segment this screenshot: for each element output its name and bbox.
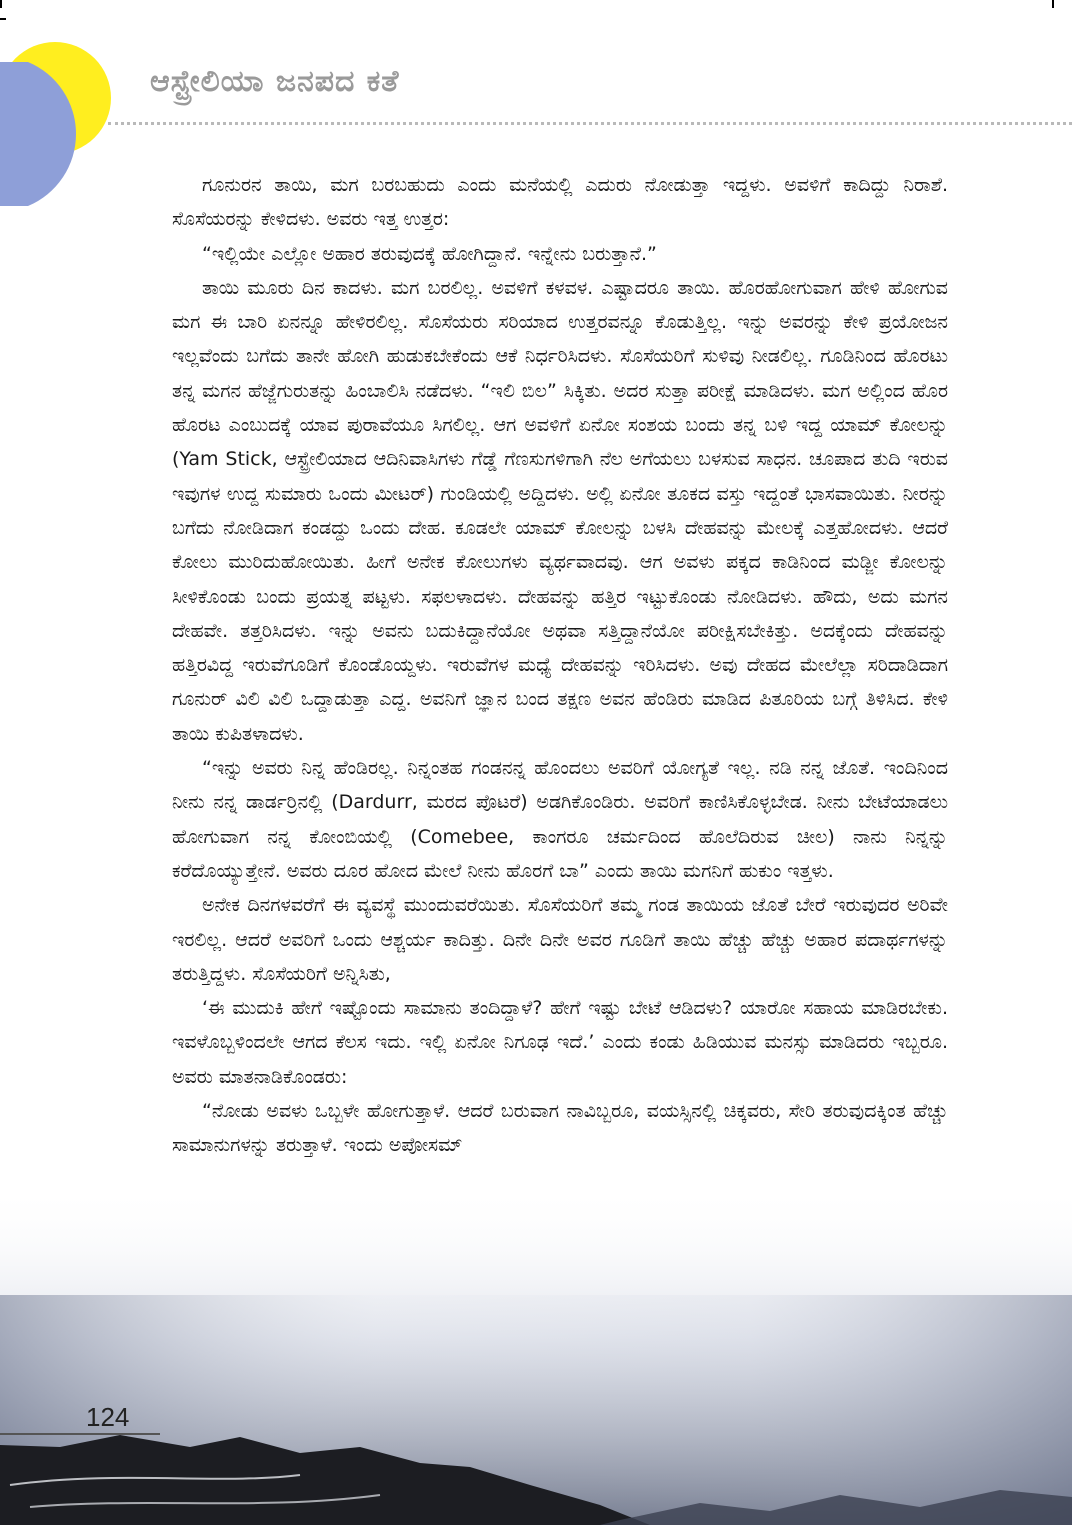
page-number: 124 — [86, 1402, 130, 1432]
footer-landscape-illustration — [0, 1185, 1072, 1525]
crop-mark-top-right — [1052, 0, 1054, 8]
paragraph: “ಇಲ್ಲಿಯೇ ಎಲ್ಲೋ ಅಹಾರ ತರುವುದಕ್ಕೆ ಹೋಗಿದ್ದಾನೆ. ಇನ್ನೇನು ಬರುತ್ತಾನೆ.” — [202, 242, 657, 265]
paragraph: ‘ಈ ಮುದುಕಿ ಹೇಗೆ ಇಷ್ಟೊಂದು ಸಾಮಾನು ತಂದಿದ್ದಾಳೆ? ಹೇಗೆ ಇಷ್ಟು ಬೇಟೆ ಆಡಿದಳು? ಯಾರೋ ಸಹಾಯ ಮಾಡಿರಬೇಕು. ಇವಳೊಬ್ಬಳಿಂದಲೇ ಆಗದ ಕೆಲಸ ಇದು. ಇಲ್ಲಿ ಏನೋ ನಿಗೂಢ ಇದೆ.’ ಎಂದು ಕಂಡು ಹಿಡಿಯುವ ಮನಸ್ಸು ಮಾಡಿದರು ಇಬ್ಬರೂ. ಅವರು ಮಾತನಾಡಿಕೊಂಡರು: — [172, 997, 948, 1088]
header-decoration — [0, 0, 140, 220]
paragraph: ಅನೇಕ ದಿನಗಳವರೆಗೆ ಈ ವ್ಯವಸ್ಥೆ ಮುಂದುವರೆಯಿತು. ಸೊಸೆಯರಿಗೆ ತಮ್ಮ ಗಂಡ ತಾಯಿಯ ಜೊತೆ ಬೇರೆ ಇರುವುದರ ಅರಿವೇ ಇರಲಿಲ್ಲ. ಆದರೆ ಅವರಿಗೆ ಒಂದು ಆಶ್ಚರ್ಯ ಕಾದಿತ್ತು. ದಿನೇ ದಿನೇ ಅವರ ಗೂಡಿಗೆ ತಾಯಿ ಹೆಚ್ಚು ಹೆಚ್ಚು ಅಹಾರ ಪದಾರ್ಥಗಳನ್ನು ತರುತ್ತಿದ್ದಳು. ಸೊಸೆಯರಿಗೆ ಅನ್ನಿಸಿತು, — [172, 894, 948, 985]
paragraph: “ಇನ್ನು ಅವರು ನಿನ್ನ ಹೆಂಡಿರಲ್ಲ. ನಿನ್ನಂತಹ ಗಂಡನನ್ನ ಹೊಂದಲು ಅವರಿಗೆ ಯೋಗ್ಯತೆ ಇಲ್ಲ. ನಡಿ ನನ್ನ ಜೊತೆ. ಇಂದಿನಿಂದ ನೀನು ನನ್ನ ಡಾರ್ಡರ್ರಿನಲ್ಲಿ (Dardurr, ಮರದ ಪೊಟರೆ) ಅಡಗಿಕೊಂಡಿರು. ಅವರಿಗೆ ಕಾಣಿಸಿಕೊಳ್ಳಬೇಡ. ನೀನು ಬೇಟೆಯಾಡಲು ಹೋಗುವಾಗ ನನ್ನ ಕೋಂಬಿಯಲ್ಲಿ (Comebee, ಕಾಂಗರೂ ಚರ್ಮದಿಂದ ಹೊಲೆದಿರುವ ಚೀಲ) ನಾನು ನಿನ್ನನ್ನು ಕರೆದೊಯ್ಯುತ್ತೇನೆ. ಅವರು ದೂರ ಹೋದ ಮೇಲೆ ನೀನು ಹೊರಗೆ ಬಾ” ಎಂದು ತಾಯಿ ಮಗನಿಗೆ ಹುಕುಂ ಇತ್ತಳು. — [172, 757, 948, 882]
paragraph: “ನೋಡು ಅವಳು ಒಬ್ಬಳೇ ಹೋಗುತ್ತಾಳೆ. ಆದರೆ ಬರುವಾಗ ನಾವಿಬ್ಬರೂ, ವಯಸ್ಸಿನಲ್ಲಿ ಚಿಕ್ಕವರು, ಸೇರಿ ತರುವುದಕ್ಕಿಂತ ಹೆಚ್ಚು ಸಾಮಾನುಗಳನ್ನು ತರುತ್ತಾಳೆ. ಇಂದು ಅಪೋಸಮ್ — [172, 1100, 948, 1157]
story-body — [172, 168, 948, 1163]
paragraph: ತಾಯಿ ಮೂರು ದಿನ ಕಾದಳು. ಮಗ ಬರಲಿಲ್ಲ. ಅವಳಿಗೆ ಕಳವಳ. ಎಷ್ಟಾದರೂ ತಾಯಿ. ಹೊರಹೋಗುವಾಗ ಹೇಳಿ ಹೋಗುವ ಮಗ ಈ ಬಾರಿ ಏನನ್ನೂ ಹೇಳಿರಲಿಲ್ಲ. ಸೊಸೆಯರು ಸರಿಯಾದ ಉತ್ತರವನ್ನೂ ಕೊಡುತ್ತಿಲ್ಲ. ಇನ್ನು ಅವರನ್ನು ಕೇಳಿ ಪ್ರಯೋಜನ ಇಲ್ಲವೆಂದು ಬಗೆದು ತಾನೇ ಹೋಗಿ ಹುಡುಕಬೇಕೆಂದು ಆಕೆ ನಿರ್ಧರಿಸಿದಳು. ಸೊಸೆಯರಿಗೆ ಸುಳಿವು ನೀಡಲಿಲ್ಲ. ಗೂಡಿನಿಂದ ಹೊರಟು ತನ್ನ ಮಗನ ಹೆಜ್ಜೆಗುರುತನ್ನು ಹಿಂಬಾಲಿಸಿ ನಡೆದಳು. “ಇಲಿ ಬಿಲ” ಸಿಕ್ಕಿತು. ಅದರ ಸುತ್ತಾ ಪರೀಕ್ಷೆ ಮಾಡಿದಳು. ಮಗ ಅಲ್ಲಿಂದ ಹೊರ ಹೊರಟ ಎಂಬುದಕ್ಕೆ ಯಾವ ಪುರಾವೆಯೂ ಸಿಗಲಿಲ್ಲ. ಆಗ ಅವಳಿಗೆ ಏನೋ ಸಂಶಯ ಬಂದು ತನ್ನ ಬಳಿ ಇದ್ದ ಯಾಮ್ ಕೋಲನ್ನು (Yam Stick, ಆಸ್ಟ್ರೇಲಿಯಾದ ಆದಿನಿವಾಸಿಗಳು ಗೆಡ್ಡೆ ಗೆಣಸುಗಳಿಗಾಗಿ ನೆಲ ಅಗೆಯಲು ಬಳಸುವ ಸಾಧನ. ಚೂಪಾದ ತುದಿ ಇರುವ ಇವುಗಳ ಉದ್ದ ಸುಮಾರು ಒಂದು ಮೀಟರ್) ಗುಂಡಿಯಲ್ಲಿ ಅದ್ದಿದಳು. ಅಲ್ಲಿ ಏನೋ ತೂಕದ ವಸ್ತು ಇದ್ದಂತೆ ಭಾಸವಾಯಿತು. ನೀರನ್ನು ಬಗೆದು ನೋಡಿದಾಗ ಕಂಡದ್ದು ಒಂದು ದೇಹ. ಕೂಡಲೇ ಯಾಮ್ ಕೋಲನ್ನು ಬಳಸಿ ದೇಹವನ್ನು ಮೇಲಕ್ಕೆ ಎತ್ತಹೋದಳು. ಆದರೆ ಕೋಲು ಮುರಿದುಹೋಯಿತು. ಹೀಗೆ ಅನೇಕ ಕೋಲುಗಳು ವ್ಯರ್ಥವಾದವು. ಆಗ ಅವಳು ಪಕ್ಕದ ಕಾಡಿನಿಂದ ಮಡ್ಜೀ ಕೋಲನ್ನು ಸೀಳಿಕೊಂಡು ಬಂದು ಪ್ರಯತ್ನ ಪಟ್ಟಳು. ಸಫಲಳಾದಳು. ದೇಹವನ್ನು ಹತ್ತಿರ ಇಟ್ಟುಕೊಂಡು ನೋಡಿದಳು. ಹೌದು, ಅದು ಮಗನ ದೇಹವೇ. ತತ್ತರಿಸಿದಳು. ಇನ್ನು ಅವನು ಬದುಕಿದ್ದಾನೆಯೋ ಅಥವಾ ಸತ್ತಿದ್ದಾನೆಯೋ ಪರೀಕ್ಷಿಸಬೇಕಿತ್ತು. ಅದಕ್ಕೆಂದು ದೇಹವನ್ನು ಹತ್ತಿರವಿದ್ದ ಇರುವೆಗೂಡಿಗೆ ಕೊಂಡೊಯ್ದಳು. ಇರುವೆಗಳ ಮಧ್ಯೆ ದೇಹವನ್ನು ಇರಿಸಿದಳು. ಅವು ದೇಹದ ಮೇಲೆಲ್ಲಾ ಸರಿದಾಡಿದಾಗ ಗೂನುರ್ ವಿಲಿ ವಿಲಿ ಒದ್ದಾಡುತ್ತಾ ಎದ್ದ. ಅವನಿಗೆ ಜ್ಞಾನ ಬಂದ ತಕ್ಷಣ ಅವನ ಹೆಂಡಿರು ಮಾಡಿದ ಪಿತೂರಿಯ ಬಗ್ಗೆ ತಿಳಿಸಿದ. ಕೇಳಿ ತಾಯಿ ಕುಪಿತಳಾದಳು. — [172, 276, 948, 745]
page-number-rule — [0, 1433, 160, 1435]
header-dotted-rule — [108, 122, 1072, 125]
paragraph: ಗೂನುರನ ತಾಯಿ, ಮಗ ಬರಬಹುದು ಎಂದು ಮನೆಯಲ್ಲಿ ಎದುರು ನೋಡುತ್ತಾ ಇದ್ದಳು. ಅವಳಿಗೆ ಕಾದಿದ್ದು ನಿರಾಶೆ. ಸೊಸೆಯರನ್ನು ಕೇಳಿದಳು. ಅವರು ಇತ್ತ ಉತ್ತರ: — [172, 174, 948, 231]
running-header-title: ಆಸ್ಟ್ರೇಲಿಯಾ ಜನಪದ ಕತೆ — [150, 64, 400, 99]
